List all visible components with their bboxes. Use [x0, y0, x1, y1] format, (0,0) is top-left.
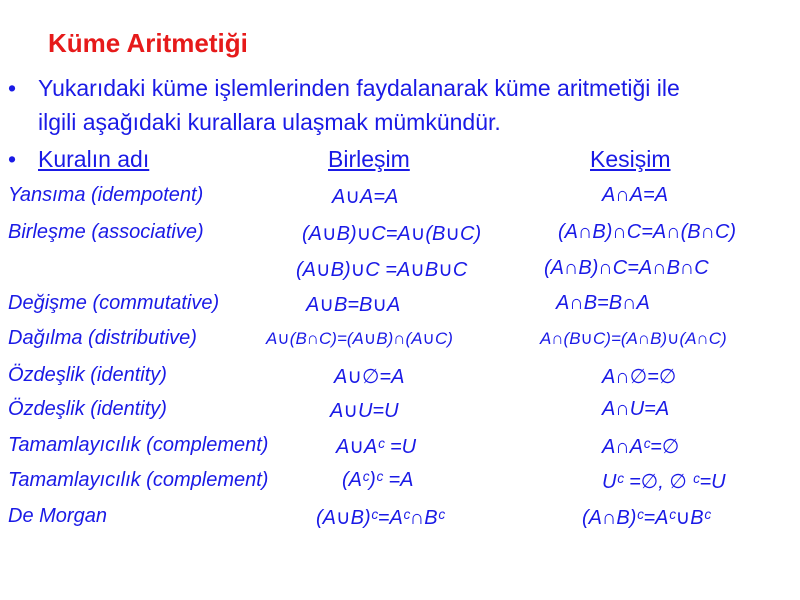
rule-intersection: A∩(B∪C)=(A∩B)∪(A∩C)	[540, 329, 727, 348]
header-rule: Kuralın adı	[38, 146, 150, 172]
rule-intersection: (A∩B)∩C=A∩(B∩C)	[558, 221, 737, 243]
rule-row-distributive	[0, 327, 800, 357]
rule-row-complement-2	[0, 469, 800, 499]
rule-name: De Morgan	[8, 505, 107, 527]
rule-union: (A∪B)∪C=A∪(B∪C)	[302, 223, 482, 245]
rule-row-associative	[0, 221, 800, 251]
intro-line-2: ilgili aşağıdaki kurallara ulaşmak mümkündür.	[38, 109, 501, 135]
rule-name: Özdeşlik (identity)	[8, 364, 167, 386]
header-intersection: Kesişim	[590, 146, 671, 172]
rule-intersection: (A∩B)∩C=A∩B∩C	[544, 257, 709, 279]
rule-intersection: A∩∅=∅	[602, 366, 677, 388]
rule-intersection: A∩A=A	[602, 184, 669, 206]
rule-name: Tamamlayıcılık (complement)	[8, 469, 269, 491]
rule-row-identity-empty	[0, 364, 800, 394]
intro-line-1: Yukarıdaki küme işlemlerinden faydalanarak küme aritmetiği ile	[38, 75, 680, 101]
rule-union: (A∪B)ᶜ=Aᶜ∩Bᶜ	[316, 507, 445, 529]
header-union: Birleşim	[328, 146, 410, 172]
bullet-icon: •	[8, 75, 17, 101]
rule-union: A∪U=U	[330, 400, 399, 422]
rule-intersection: (A∩B)ᶜ=Aᶜ∪Bᶜ	[582, 507, 711, 529]
rule-intersection: A∩B=B∩A	[556, 292, 650, 314]
rule-name: Yansıma (idempotent)	[8, 184, 204, 206]
rule-union: (A∪B)∪C =A∪B∪C	[296, 259, 468, 281]
rule-row-de-morgan	[0, 505, 800, 535]
rule-union: A∪A=A	[332, 186, 399, 208]
rule-intersection: A∩U=A	[602, 398, 670, 420]
rule-row-idempotent	[0, 184, 800, 214]
rule-name: Dağılma (distributive)	[8, 327, 197, 349]
rule-name: Birleşme (associative)	[8, 221, 204, 243]
rule-union: A∪Aᶜ =U	[336, 436, 417, 458]
rule-row-associative-2	[0, 257, 800, 287]
rule-row-commutative	[0, 292, 800, 322]
bullet-icon: •	[8, 146, 17, 172]
rule-name: Değişme (commutative)	[8, 292, 220, 314]
rule-name: Tamamlayıcılık (complement)	[8, 434, 269, 456]
rule-row-identity-universe	[0, 398, 800, 428]
rule-union: (Aᶜ)ᶜ =A	[342, 469, 414, 491]
rule-union: A∪∅=A	[334, 366, 405, 388]
page-title: Küme Aritmetiği	[48, 28, 248, 58]
rule-row-complement	[0, 434, 800, 464]
rule-union: A∪(B∩C)=(A∪B)∩(A∪C)	[266, 329, 453, 348]
rule-union: A∪B=B∪A	[306, 294, 401, 316]
rule-intersection: Uᶜ =∅, ∅ ᶜ=U	[602, 471, 726, 493]
rule-name: Özdeşlik (identity)	[8, 398, 167, 420]
rule-intersection: A∩Aᶜ=∅	[602, 436, 680, 458]
